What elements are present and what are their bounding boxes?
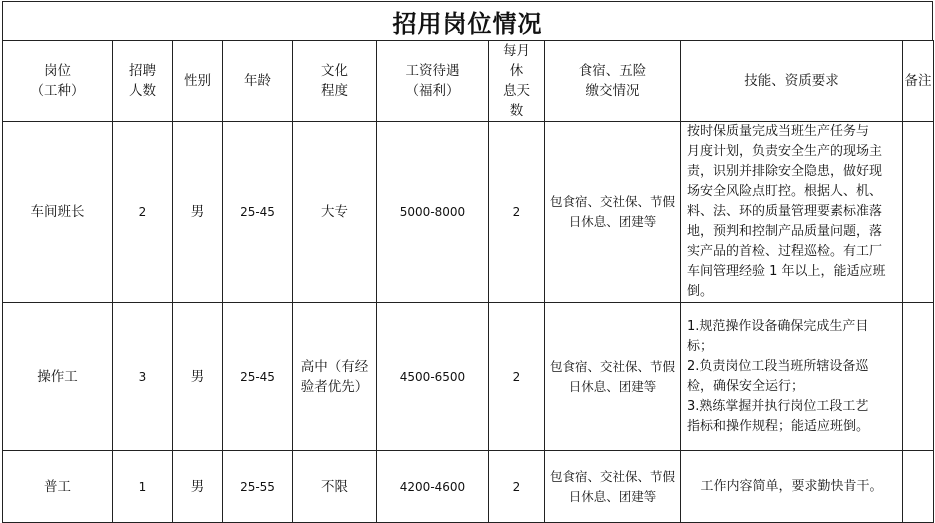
cell-age: 25-55: [223, 451, 293, 523]
table-row: [3, 122, 934, 303]
requirements-line: 地，预判和控制产品质量问题，落: [687, 224, 883, 239]
requirements-line: 1.规范操作设备确保完成生产目: [687, 318, 869, 334]
benefits-line: 日休息、团建等: [568, 488, 657, 504]
cell-salary: 5000-8000: [377, 122, 489, 303]
header-education-line2: 程度: [321, 83, 348, 99]
header-count-line2: 人数: [129, 83, 156, 99]
header-count-line1: 招聘: [129, 63, 156, 79]
cell-notes: [903, 303, 934, 451]
cell-position: 普工: [3, 451, 113, 523]
header-count: [113, 41, 173, 122]
cell-rest-days: 2: [489, 122, 545, 303]
header-benefits-line1: 食宿、五险: [578, 63, 647, 79]
cell-gender: 男: [173, 303, 223, 451]
requirements-line: 实产品的首检、过程巡检。有工厂: [687, 244, 883, 259]
requirements-line: 检，确保安全运行；: [687, 378, 805, 394]
header-rest-line4: 数: [509, 103, 524, 119]
cell-position: 车间班长: [3, 122, 113, 303]
cell-position: 操作工: [3, 303, 113, 451]
requirements-line: 按时保质量完成当班生产任务与: [687, 124, 870, 139]
header-salary-line1: 工资待遇: [405, 63, 460, 79]
requirements-line: 2.负责岗位工段当班所辖设备巡: [687, 358, 869, 374]
header-salary: [377, 41, 489, 122]
education-line: 验者优先）: [300, 378, 369, 395]
header-age: 年龄: [223, 41, 293, 122]
cell-salary: 4500-6500: [377, 303, 489, 451]
requirements-line: 车间管理经验 1 年以上，能适应班: [687, 264, 886, 279]
cell-benefits: [545, 122, 681, 303]
cell-requirements: [681, 303, 903, 451]
cell-age: 25-45: [223, 303, 293, 451]
cell-rest-days: 2: [489, 451, 545, 523]
cell-count: 3: [113, 303, 173, 451]
cell-benefits: [545, 303, 681, 451]
cell-rest-days: 2: [489, 303, 545, 451]
header-rest-line2: 休: [509, 63, 524, 79]
header-rest-line3: 息天: [503, 83, 530, 99]
cell-education: [293, 303, 377, 451]
cell-age: 25-45: [223, 122, 293, 303]
cell-requirements: [681, 451, 903, 523]
header-gender: 性别: [173, 41, 223, 122]
header-position-line2: （工种）: [30, 83, 85, 99]
cell-count: 1: [113, 451, 173, 523]
benefits-line: 包食宿、交社保、节假: [549, 358, 675, 374]
header-rest-line1: 每月: [503, 43, 530, 59]
table-row: [3, 303, 934, 451]
header-benefits: [545, 41, 681, 122]
benefits-line: 日休息、团建等: [568, 214, 657, 229]
cell-salary: 4200-4600: [377, 451, 489, 523]
header-notes: 备注: [903, 41, 934, 122]
header-education-line1: 文化: [321, 63, 348, 79]
requirements-line: 月度计划，负责安全生产的现场主: [687, 144, 883, 159]
header-requirements: 技能、资质要求: [681, 41, 903, 122]
header-position: [3, 41, 113, 122]
requirements-line: 3.熟练掌握并执行岗位工段工艺: [687, 398, 869, 414]
cell-benefits: [545, 451, 681, 523]
header-benefits-line2: 缴交情况: [585, 83, 640, 99]
page-title: 招用岗位情况: [2, 1, 933, 41]
education-line: 高中（有经: [300, 358, 369, 375]
cell-notes: [903, 122, 934, 303]
header-education: [293, 41, 377, 122]
positions-table: [2, 40, 934, 523]
requirements-line: 责，识别并排除安全隐患，做好现: [687, 164, 883, 179]
table-row: [3, 451, 934, 523]
cell-education: 不限: [293, 451, 377, 523]
table-header-row: [3, 41, 934, 122]
requirements-line: 指标和操作规程；能适应班倒。: [687, 418, 870, 434]
requirements-line: 工作内容简单，要求勤快肯干。: [700, 478, 883, 494]
benefits-line: 日休息、团建等: [568, 378, 657, 394]
requirements-line: 场安全风险点盯控。根据人、机、: [687, 184, 883, 199]
cell-count: 2: [113, 122, 173, 303]
header-position-line1: 岗位: [44, 63, 71, 79]
requirements-line: 料、法、环的质量管理要素标准落: [687, 204, 883, 219]
requirements-line: 倒。: [687, 284, 714, 299]
benefits-line: 包食宿、交社保、节假: [549, 194, 675, 209]
benefits-line: 包食宿、交社保、节假: [549, 468, 675, 484]
header-salary-line2: （福利）: [405, 83, 460, 99]
header-rest-days: [489, 41, 545, 122]
requirements-line: 标；: [687, 338, 714, 354]
cell-notes: [903, 451, 934, 523]
cell-requirements: [681, 122, 903, 303]
cell-education: 大专: [293, 122, 377, 303]
cell-gender: 男: [173, 122, 223, 303]
cell-gender: 男: [173, 451, 223, 523]
